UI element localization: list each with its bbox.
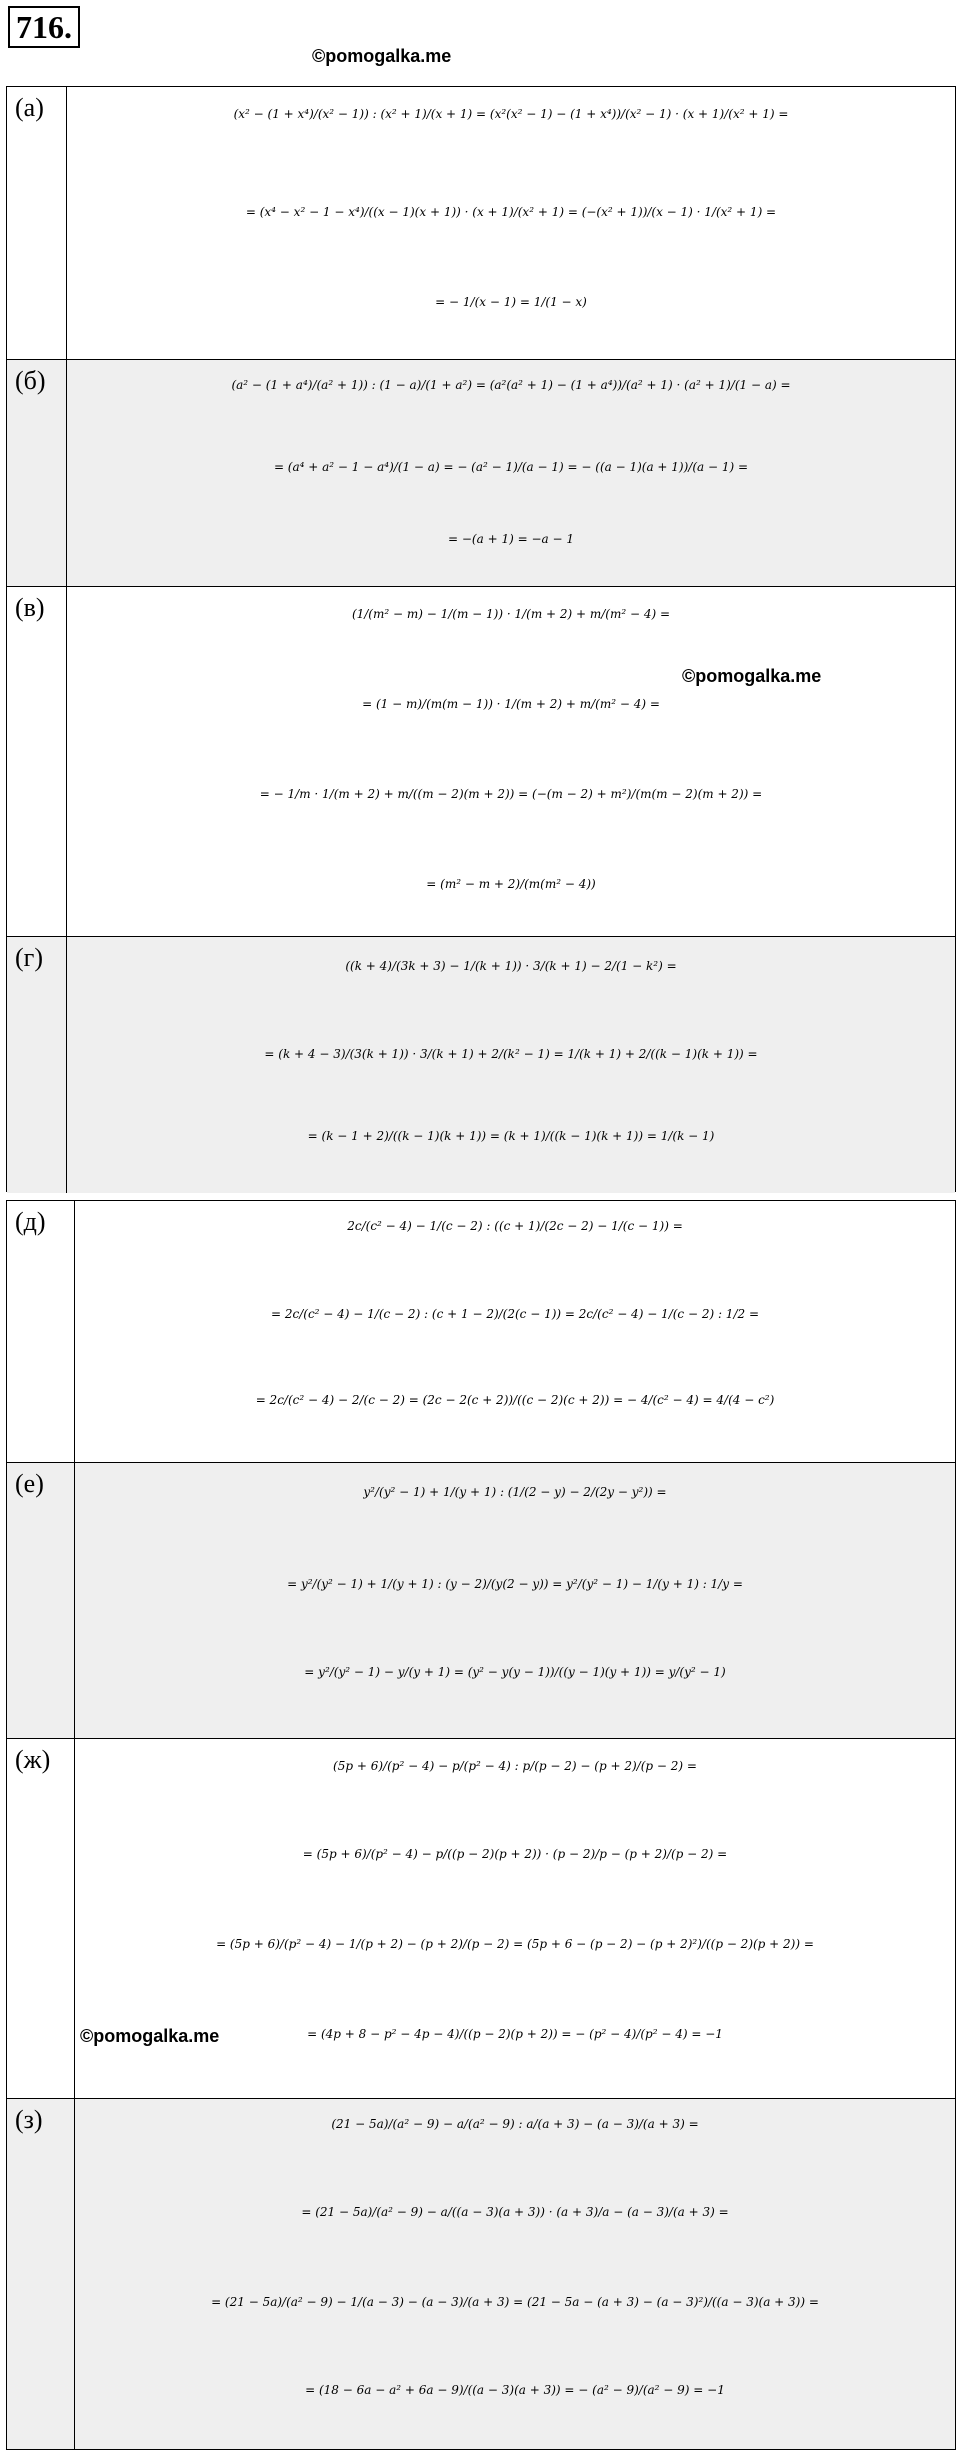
section-label: (д) (7, 1201, 75, 1462)
section-label: (а) (7, 87, 67, 359)
math-line: = −(a + 1) = −a − 1 (448, 532, 574, 546)
section-label: (е) (7, 1463, 75, 1738)
math-line: = (5p + 6)/(p² − 4) − 1/(p + 2) − (p + 2)/(p − 2) = (5p + 6 − (p − 2) − (p + 2)²)/((p − 2)(p + 2)) = (216, 1937, 814, 1951)
watermark: ©pomogalka.me (80, 2026, 220, 2046)
math-line: (21 − 5a)/(a² − 9) − a/(a² − 9) : a/(a + 3) − (a − 3)/(a + 3) = (331, 2117, 699, 2131)
section-label: (в) (7, 587, 67, 936)
solutions-table-bottom (6, 1200, 956, 2450)
math-line: = − 1/(x − 1) = 1/(1 − x) (435, 295, 587, 309)
section-d (7, 1201, 955, 1463)
watermark: ©pomogalka.me (682, 666, 822, 686)
section-content (67, 937, 955, 1193)
math-line: = (5p + 6)/(p² − 4) − p/((p − 2)(p + 2)) · (p − 2)/p − (p + 2)/(p − 2) = (302, 1847, 728, 1861)
section-v (7, 587, 955, 937)
section-e (7, 1463, 955, 1739)
math-line: (x² − (1 + x⁴)/(x² − 1)) : (x² + 1)/(x + 1) = (x²(x² − 1) − (1 + x⁴))/(x² − 1) · (x + 1)/(x² + 1) = (233, 107, 789, 121)
math-line: = (m² − m + 2)/(m(m² − 4)) (426, 877, 596, 891)
section-g (7, 937, 955, 1193)
section-label: (ж) (7, 1739, 75, 2098)
math-line: = 2c/(c² − 4) − 2/(c − 2) = (2c − 2(c + 2))/((c − 2)(c + 2)) = − 4/(c² − 4) = 4/(4 − c²) (255, 1393, 775, 1407)
math-line: = (k + 4 − 3)/(3(k + 1)) · 3/(k + 1) + 2/(k² − 1) = 1/(k + 1) + 2/((k − 1)(k + 1)) = (264, 1047, 758, 1061)
math-line: = (x⁴ − x² − 1 − x⁴)/((x − 1)(x + 1)) · (x + 1)/(x² + 1) = (−(x² + 1))/(x − 1) · 1/(x² + 1) = (245, 205, 777, 219)
math-line: ((k + 4)/(3k + 3) − 1/(k + 1)) · 3/(k + 1) − 2/(1 − k²) = (345, 959, 677, 973)
math-line: = y²/(y² − 1) − y/(y + 1) = (y² − y(y − 1))/((y − 1)(y + 1)) = y/(y² − 1) (304, 1665, 726, 1679)
math-line: 2c/(c² − 4) − 1/(c − 2) : ((c + 1)/(2c − 2) − 1/(c − 1)) = (347, 1219, 683, 1233)
section-content (67, 587, 955, 936)
section-content (67, 360, 955, 586)
math-line: = − 1/m · 1/(m + 2) + m/((m − 2)(m + 2)) = (−(m − 2) + m²)/(m(m − 2)(m + 2)) = (259, 787, 763, 801)
math-line: (a² − (1 + a⁴)/(a² + 1)) : (1 − a)/(1 + a²) = (a²(a² + 1) − (1 + a⁴))/(a² + 1) · (a² + 1)/(1 − a) = (231, 378, 791, 392)
section-content (75, 1201, 955, 1462)
section-a (7, 87, 955, 360)
task-number: 716. (8, 6, 80, 48)
math-line: = (4p + 8 − p² − 4p − 4)/((p − 2)(p + 2)) = − (p² − 4)/(p² − 4) = −1 (307, 2027, 723, 2041)
section-content (67, 87, 955, 359)
math-line: (1/(m² − m) − 1/(m − 1)) · 1/(m + 2) + m/(m² − 4) = (351, 607, 671, 621)
watermark: ©pomogalka.me (312, 46, 452, 66)
section-content (75, 2099, 955, 2449)
section-content (75, 1739, 955, 2098)
math-line: = (a⁴ + a² − 1 − a⁴)/(1 − a) = − (a² − 1)/(a − 1) = − ((a − 1)(a + 1))/(a − 1) = (273, 460, 749, 474)
math-line: = (1 − m)/(m(m − 1)) · 1/(m + 2) + m/(m² − 4) = (362, 697, 660, 711)
section-label: (б) (7, 360, 67, 586)
solutions-table-top (6, 86, 956, 1192)
section-b (7, 360, 955, 587)
math-line: = 2c/(c² − 4) − 1/(c − 2) : (c + 1 − 2)/(2(c − 1)) = 2c/(c² − 4) − 1/(c − 2) : 1/2 = (271, 1307, 759, 1321)
math-line: = (21 − 5a)/(a² − 9) − a/((a − 3)(a + 3)) · (a + 3)/a − (a − 3)/(a + 3) = (301, 2205, 729, 2219)
math-line: = (k − 1 + 2)/((k − 1)(k + 1)) = (k + 1)/((k − 1)(k + 1)) = 1/(k − 1) (307, 1129, 715, 1143)
section-label: (г) (7, 937, 67, 1193)
math-line: = (18 − 6a − a² + 6a − 9)/((a − 3)(a + 3)) = − (a² − 9)/(a² − 9) = −1 (305, 2383, 725, 2397)
math-line: y²/(y² − 1) + 1/(y + 1) : (1/(2 − y) − 2/(2y − y²)) = (363, 1485, 667, 1499)
math-line: = (21 − 5a)/(a² − 9) − 1/(a − 3) − (a − 3)/(a + 3) = (21 − 5a − (a + 3) − (a − 3)²)/((a − 3)(a + 3)) = (211, 2295, 819, 2309)
section-z (7, 2099, 955, 2449)
math-line: = y²/(y² − 1) + 1/(y + 1) : (y − 2)/(y(2 − y)) = y²/(y² − 1) − 1/(y + 1) : 1/y = (287, 1577, 743, 1591)
section-zh (7, 1739, 955, 2099)
section-label: (з) (7, 2099, 75, 2449)
section-content (75, 1463, 955, 1738)
math-line: (5p + 6)/(p² − 4) − p/(p² − 4) : p/(p − 2) − (p + 2)/(p − 2) = (333, 1759, 697, 1773)
